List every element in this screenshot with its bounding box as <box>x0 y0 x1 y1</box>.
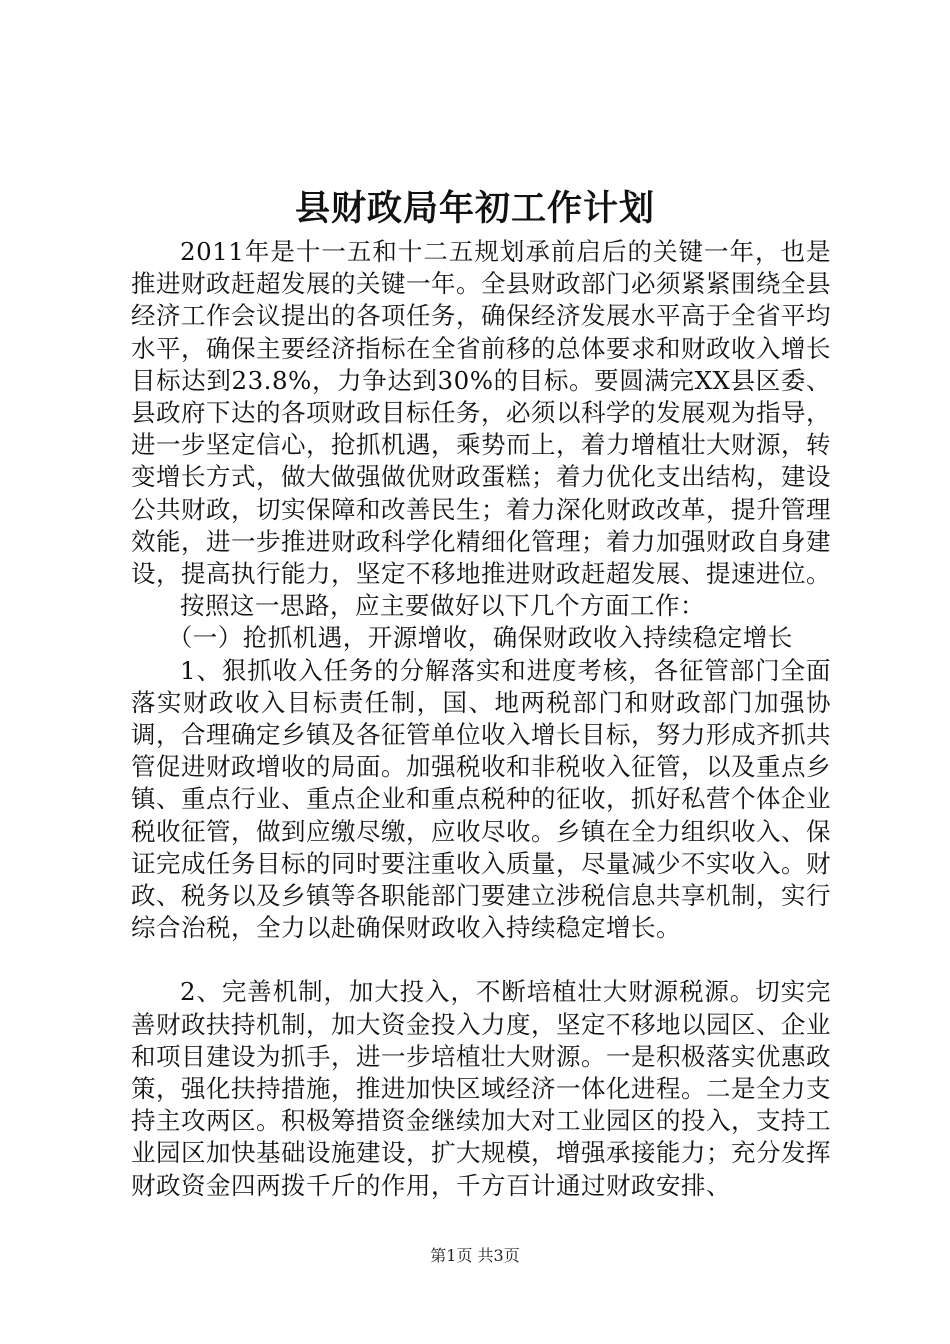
paragraph-item-2: 2、完善机制，加大投入，不断培植壮大财源税源。切实完善财政扶持机制，加大资金投入力度，坚定不移地以园区、企业和项目建设为抓手，进一步培植壮大财源。一是积极落实优惠政策，强化扶持措施，推进加快区域经济一体化进程。二是全力支持主攻两区。积极筹措资金继续加大对工业园区的投入，支持工业园区加快基础设施建设，扩大规模，增强承接能力；充分发挥财政资金四两拨千斤的作用，千方百计通过财政安排、 <box>131 977 831 1200</box>
section-heading-1: （一）抢抓机遇，开源增收，确保财政收入持续稳定增长 <box>167 623 793 653</box>
page-footer <box>0 1246 950 1266</box>
document-body <box>131 236 831 1202</box>
paragraph-outline: 按照这一思路，应主要做好以下几个方面工作： <box>180 591 705 621</box>
page-total: 共3页 <box>477 1246 520 1265</box>
paragraph-spacer <box>131 944 831 976</box>
document-title: 县财政局年初工作计划 <box>294 188 655 229</box>
paragraph-intro: 2011年是十一五和十二五规划承前启后的关键一年，也是推进财政赶超发展的关键一年。全县财政部门必须紧紧围绕全县经济工作会议提出的各项任务，确保经济发展水平高于全省平均水平，确保主要经济指标在全省前移的总体要求和财政收入增长目标达到23.8%，力争达到30%的目标。要圆满完XX县区委、县政府下达的各项财政目标任务，必须以科学的发展观为指导，进一步坚定信心，抢抓机遇，乘势而上，着力增植壮大财源，转变增长方式，做大做强做优财政蛋糕；着力优化支出结构，建设公共财政，切实保障和改善民生；着力深化财政改革，提升管理效能，进一步推进财政科学化精细化管理；着力加强财政自身建设，提高执行能力，坚定不移地推进财政赶超发展、提速进位。 <box>131 237 831 589</box>
page-number: 第1页 <box>430 1246 473 1265</box>
paragraph-item-1: 1、狠抓收入任务的分解落实和进度考核，各征管部门全面落实财政收入目标责任制，国、地两税部门和财政部门加强协调，合理确定乡镇及各征管单位收入增长目标，努力形成齐抓共管促进财政增收的局面。加强税收和非税收入征管，以及重点乡镇、重点行业、重点企业和重点税种的征收，抓好私营个体企业税收征管，做到应缴尽缴，应收尽收。乡镇在全力组织收入、保证完成任务目标的同时要注重收入质量，尽量减少不实收入。财政、税务以及乡镇等各职能部门要建立涉税信息共享机制，实行综合治税，全力以赴确保财政收入持续稳定增长。 <box>131 655 831 943</box>
